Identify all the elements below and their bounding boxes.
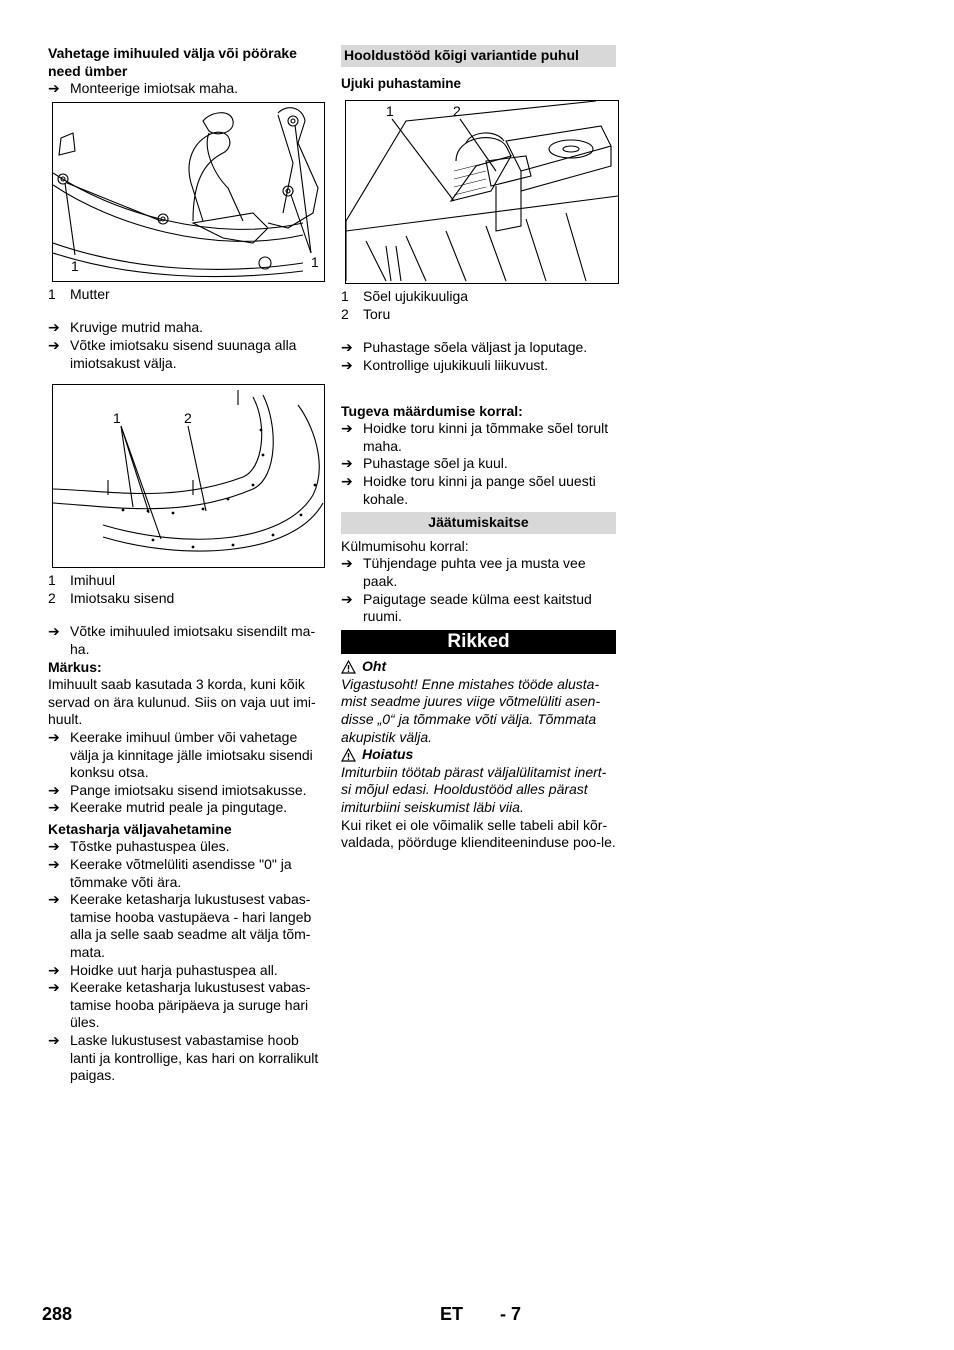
step-item: ➔ Keerake mutrid peale ja pingutage.	[48, 799, 288, 816]
step-item: ➔ Laske lukustusest vabastamise hoob lanti ja kontrollige, kas hari on korralikult paigas.	[48, 1032, 319, 1084]
section-heading-faults: Rikked	[341, 630, 616, 655]
arrow-right-icon: ➔	[48, 838, 60, 855]
arrow-right-icon: ➔	[48, 336, 60, 353]
right-column	[341, 45, 616, 852]
step-item: ➔ Keerake võtmelüliti asendisse "0" ja tõmmake võti ära.	[48, 856, 292, 890]
float-filter-illustration	[346, 101, 618, 283]
figure-legend-item: 2 Toru	[341, 305, 391, 322]
figure-legend-item: 1 Imihuul	[48, 572, 116, 589]
subheading-heavy-dirt: Tugeva määrdumise korral:	[341, 402, 523, 419]
step-item: ➔ Puhastage sõela väljast ja loputage.	[341, 339, 588, 356]
section-heading-maintenance: Hooldustööd kõigi variantide puhul	[341, 45, 616, 67]
note-title: Märkus:	[48, 658, 102, 675]
callout-1: 1	[113, 410, 121, 427]
subheading-float-cleaning: Ujuki puhastamine	[341, 75, 462, 91]
step-item: ➔ Puhastage sõel ja kuul.	[341, 455, 508, 472]
arrow-right-icon: ➔	[48, 891, 60, 908]
page-number: 288	[42, 1304, 73, 1324]
arrow-right-icon: ➔	[48, 319, 60, 336]
arrow-right-icon: ➔	[48, 979, 60, 996]
arrow-right-icon: ➔	[48, 623, 60, 640]
step-item: ➔ Tõstke puhastuspea üles.	[48, 838, 230, 855]
section-page-number: - 7	[500, 1304, 522, 1324]
danger-notice: Oht	[341, 658, 616, 676]
contact-text: Kui riket ei ole võimalik selle tabeli abil kõr-valdada, pöörduge klienditeeninduse poo-le.	[341, 816, 616, 851]
callout-1: 1	[71, 257, 79, 274]
arrow-right-icon: ➔	[48, 799, 60, 816]
figure-squeegee-lip	[52, 384, 325, 568]
warning-triangle-icon	[341, 660, 356, 674]
section-heading-brush: Ketasharja väljavahetamine	[48, 820, 232, 837]
figure-float-filter	[345, 100, 619, 284]
callout-2: 2	[184, 410, 192, 427]
step-item: ➔ Hoidke uut harja puhastuspea all.	[48, 961, 278, 978]
step-item: ➔ Hoidke toru kinni ja tõmmake sõel torult maha.	[341, 420, 609, 454]
arrow-right-icon: ➔	[48, 961, 60, 978]
arrow-right-icon: ➔	[341, 472, 353, 489]
step-item: ➔ Hoidke toru kinni ja pange sõel uuesti kohale.	[341, 472, 596, 507]
arrow-right-icon: ➔	[341, 455, 353, 472]
figure-legend-item: 1 Sõel ujukikuuliga	[341, 288, 469, 305]
step-item: ➔ Keerake imihuul ümber või vahetage välja ja kinnitage jälle imiotsaku sisendi konksu otsa.	[48, 728, 313, 781]
figure-squeegee-nuts	[52, 102, 325, 282]
arrow-right-icon: ➔	[341, 356, 353, 373]
section-heading-lip-replace: Vahetage imihuuled välja või pöörake need ümber	[48, 45, 297, 79]
left-column	[48, 45, 325, 1085]
frost-intro: Külmumisohu korral:	[341, 537, 469, 554]
step-item: ➔ Monteerige imiotsak maha.	[48, 80, 239, 97]
warning-text: Imiturbiin töötab pärast väljalülitamist inert-si mõjul edasi. Hooldustööd alles pärast imiturbiini seiskumist läbi viia.	[341, 763, 607, 816]
arrow-right-icon: ➔	[48, 1032, 60, 1048]
note-text: Imihuult saab kasutada 3 korda, kuni kõik servad on ära kulunud. Siis on vaja uut imi-huult.	[48, 676, 316, 728]
figure-legend-item: 1 Mutter	[48, 285, 110, 302]
language-code: ET	[440, 1304, 464, 1324]
danger-text: Vigastusoht! Enne mistahes tööde alusta-mist seadme juures viige võtmelüliti asen-disse „0“ ja tõmmake võti välja. Tõmmata akupistik välja.	[341, 675, 601, 745]
step-item: ➔ Tühjendage puhta vee ja musta vee paak.	[341, 555, 586, 589]
step-item: ➔ Keerake ketasharja lukustusest vabas-tamise hooba päripäeva ja suruge hari üles.	[48, 979, 311, 1031]
step-item: ➔ Kruvige mutrid maha.	[48, 319, 204, 336]
step-item: ➔ Paigutage seade külma eest kaitstud ruumi.	[341, 590, 592, 625]
arrow-right-icon: ➔	[341, 590, 353, 607]
step-item: ➔ Keerake ketasharja lukustusest vabas-tamise hooba vastupäeva - hari langeb alla ja selle saab seadme alt välja tõm-mata.	[48, 891, 312, 961]
warning-notice: Hoiatus	[341, 746, 616, 764]
arrow-right-icon: ➔	[48, 781, 60, 798]
section-heading-frost: Jäätumiskaitse	[341, 512, 616, 534]
squeegee-nuts-illustration	[53, 103, 324, 281]
step-item: ➔ Pange imiotsaku sisend imiotsakusse.	[48, 781, 307, 798]
callout-1-right: 1	[311, 253, 319, 270]
arrow-right-icon: ➔	[48, 856, 60, 873]
arrow-right-icon: ➔	[341, 339, 353, 356]
step-item: ➔ Võtke imiotsaku sisend suunaga alla imiotsakust välja.	[48, 336, 297, 371]
figure-legend-item: 2 Imiotsaku sisend	[48, 589, 175, 606]
arrow-right-icon: ➔	[48, 728, 60, 745]
arrow-right-icon: ➔	[341, 420, 353, 437]
step-item: ➔ Võtke imihuuled imiotsaku sisendilt ma-ha.	[48, 623, 316, 657]
callout-1: 1	[386, 103, 394, 120]
arrow-right-icon: ➔	[48, 80, 60, 97]
warning-triangle-icon	[341, 748, 356, 762]
arrow-right-icon: ➔	[341, 555, 353, 572]
step-item: ➔ Kontrollige ujukikuuli liikuvust.	[341, 356, 549, 373]
callout-2: 2	[453, 103, 461, 120]
squeegee-lip-illustration	[53, 385, 324, 567]
